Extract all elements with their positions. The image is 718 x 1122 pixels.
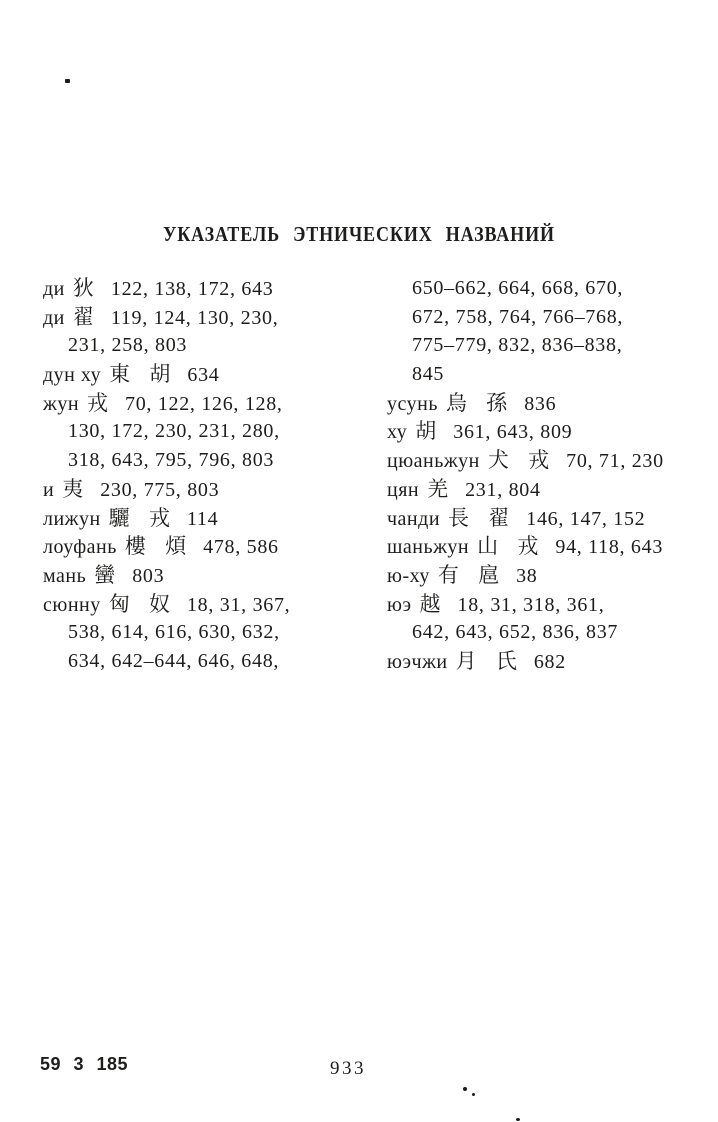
entry-pages: 38: [516, 564, 538, 587]
entry-term: дун ху: [43, 364, 102, 387]
index-entry-line: [43, 274, 373, 303]
entry-hanzi: 樓 煩: [124, 534, 188, 559]
entry-pages: 231, 258, 803: [68, 334, 188, 357]
page-number: 933: [330, 1058, 366, 1079]
entry-pages: 642, 643, 652, 836, 837: [412, 621, 619, 644]
entry-hanzi: 犬 戎: [487, 448, 551, 473]
entry-pages: 130, 172, 230, 231, 280,: [68, 420, 280, 443]
entry-hanzi: 戎: [87, 390, 110, 415]
index-entry-line: [387, 647, 717, 676]
entry-hanzi: 長 翟: [448, 505, 511, 530]
entry-pages: 836: [524, 392, 557, 415]
index-column-right: [387, 274, 717, 676]
index-entry-line: [387, 475, 717, 504]
entry-term: лоуфань: [43, 536, 117, 559]
entry-pages: 70, 122, 126, 128,: [125, 392, 283, 415]
entry-hanzi: 蠻: [94, 562, 117, 587]
entry-hanzi: 有 扈: [437, 562, 501, 587]
index-line-continuation: [387, 618, 717, 647]
index-entry-line: [43, 590, 373, 619]
entry-pages: 230, 775, 803: [100, 478, 220, 501]
entry-term: цюаньжун: [387, 450, 480, 473]
entry-term: юэчжи: [387, 650, 448, 673]
ink-speck: [463, 1087, 467, 1091]
entry-hanzi: 翟: [72, 304, 95, 329]
index-entry-line: [387, 532, 717, 561]
index-entry-line: [387, 504, 717, 533]
entry-pages: 803: [132, 564, 165, 587]
entry-hanzi: 烏 孫: [445, 390, 509, 415]
entry-hanzi: 夷: [62, 476, 85, 501]
index-column-left: [43, 274, 373, 676]
index-line-continuation: [43, 446, 373, 475]
index-line-continuation: [43, 647, 373, 676]
index-line-continuation: [387, 303, 717, 332]
index-entry-line: [387, 389, 717, 418]
index-entry-line: [43, 532, 373, 561]
entry-pages: 318, 643, 795, 796, 803: [68, 449, 275, 472]
entry-pages: 114: [186, 507, 219, 530]
entry-term: ю-ху: [387, 564, 430, 587]
entry-pages: 538, 614, 616, 630, 632,: [68, 621, 280, 644]
entry-hanzi: 胡: [415, 419, 438, 444]
index-entry-line: [43, 561, 373, 590]
entry-term: ху: [387, 421, 408, 444]
index-entry-line: [387, 417, 717, 446]
entry-term: усунь: [387, 392, 438, 415]
entry-pages: 94, 118, 643: [555, 536, 664, 559]
entry-hanzi: 山 戎: [477, 534, 540, 559]
entry-pages: 478, 586: [203, 536, 279, 559]
entry-pages: 672, 758, 764, 766–768,: [412, 305, 624, 328]
entry-pages: 146, 147, 152: [526, 507, 646, 530]
entry-pages: 70, 71, 230: [566, 450, 664, 473]
entry-pages: 119, 124, 130, 230,: [110, 306, 279, 329]
entry-pages: 650–662, 664, 668, 670,: [412, 277, 624, 299]
entry-term: жун: [43, 392, 80, 415]
entry-hanzi: 狄: [72, 276, 95, 300]
entry-hanzi: 匈 奴: [108, 591, 171, 616]
ink-speck: [472, 1093, 475, 1096]
ink-speck: [516, 1118, 520, 1121]
entry-pages: 122, 138, 172, 643: [110, 278, 274, 300]
entry-term: цян: [387, 478, 420, 501]
index-entry-line: [43, 504, 373, 533]
index-line-continuation: [387, 274, 717, 303]
entry-term: шаньжун: [387, 536, 470, 559]
entry-pages: 682: [533, 650, 566, 673]
entry-pages: 775–779, 832, 836–838,: [412, 334, 623, 357]
entry-hanzi: 驪 戎: [108, 505, 171, 530]
entry-pages: 361, 643, 809: [453, 421, 573, 444]
entry-pages: 634, 642–644, 646, 648,: [68, 649, 280, 672]
entry-pages: 634: [187, 364, 220, 387]
entry-term: юэ: [387, 593, 412, 616]
index-entry-line: [387, 446, 717, 475]
entry-hanzi: 羌: [427, 476, 450, 501]
entry-pages: 18, 31, 367,: [186, 593, 291, 616]
index-entry-line: [43, 389, 373, 418]
entry-pages: 18, 31, 318, 361,: [457, 593, 605, 616]
index-line-continuation: [43, 618, 373, 647]
entry-hanzi: 越: [419, 591, 442, 616]
entry-hanzi: 東 胡: [109, 362, 172, 387]
index-entry-line: [43, 360, 373, 389]
entry-term: мань: [43, 564, 87, 587]
entry-term: и: [43, 478, 55, 501]
index-entry-line: [43, 303, 373, 332]
entry-term: чанди: [387, 507, 441, 530]
entry-term: сюнну: [43, 593, 101, 616]
entry-pages: 231, 804: [465, 478, 541, 501]
index-line-continuation: [43, 331, 373, 360]
index-entry-line: [387, 590, 717, 619]
entry-pages: 845: [412, 363, 445, 386]
index-line-continuation: [387, 360, 717, 389]
entry-hanzi: 月 氏: [455, 648, 518, 673]
index-line-continuation: [43, 417, 373, 446]
page-title: УКАЗАТЕЛЬ ЭТНИЧЕСКИХ НАЗВАНИЙ: [163, 222, 555, 246]
printers-signature-code: 59 3 185: [40, 1054, 129, 1074]
entry-term: ди: [43, 306, 65, 329]
entry-term: лижун: [43, 507, 101, 530]
index-line-continuation: [387, 331, 717, 360]
entry-term: ди: [43, 278, 65, 300]
ink-speck: [65, 79, 70, 83]
index-entry-line: [43, 475, 373, 504]
index-entry-line: [387, 561, 717, 590]
